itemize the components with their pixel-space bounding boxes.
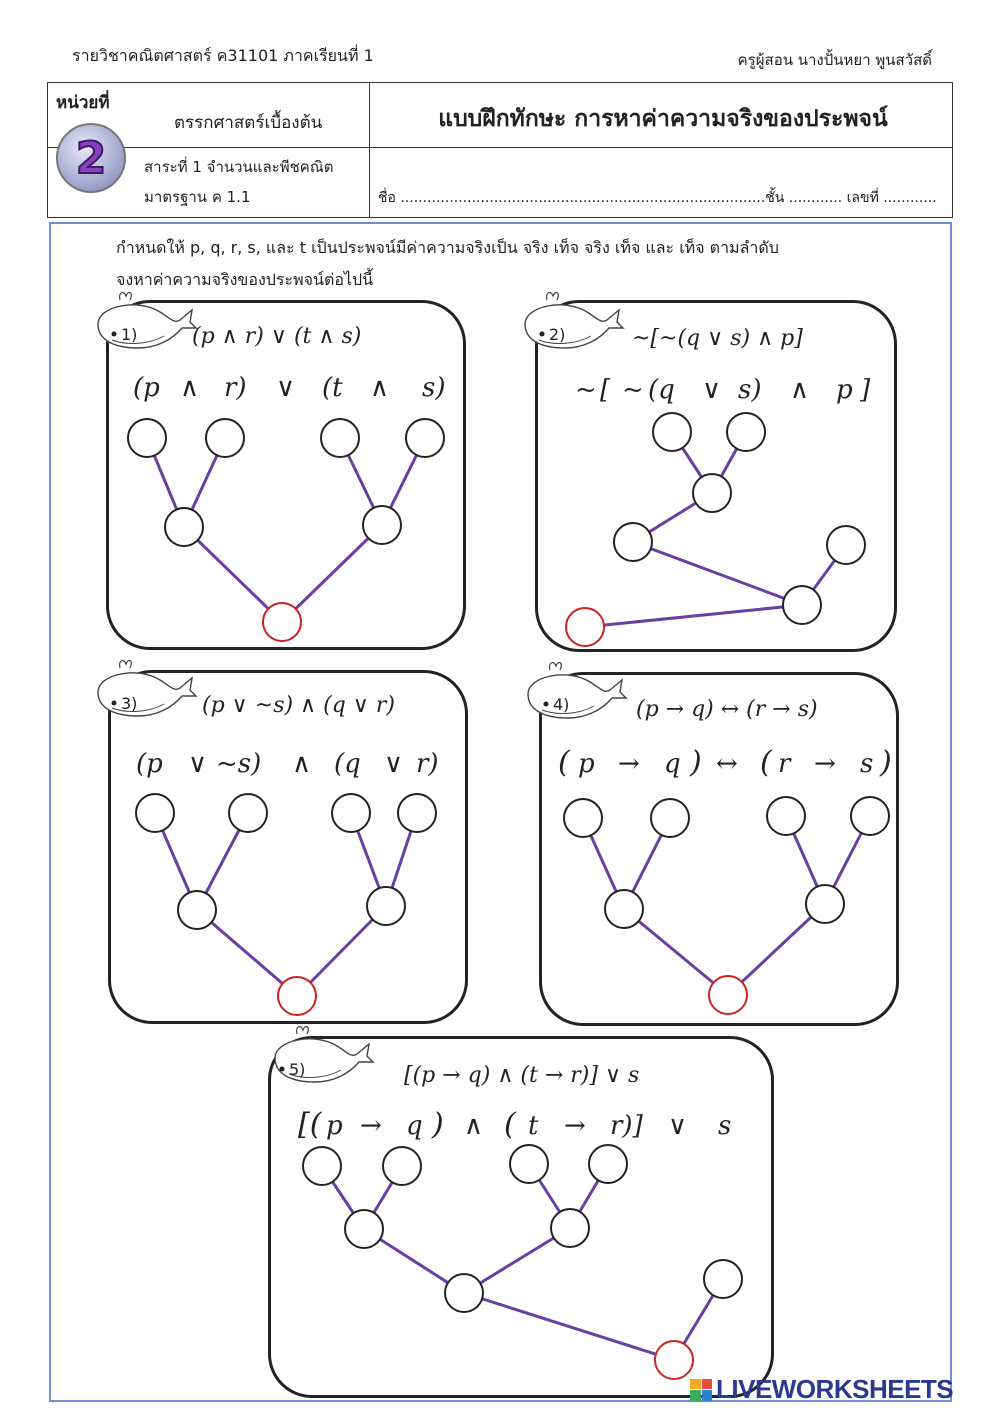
token: t [528, 1111, 539, 1141]
result-circle[interactable] [655, 1341, 693, 1379]
answer-circle[interactable] [332, 794, 370, 832]
result-circle[interactable] [263, 603, 301, 641]
instruction-line-2: จงหาค่าความจริงของประพจน์ต่อไปนี้ [116, 270, 374, 289]
answer-circle[interactable] [165, 508, 203, 546]
answer-circle[interactable] [851, 797, 889, 835]
token: [( [298, 1107, 322, 1142]
instruction-line-1: กำหนดให้ p, q, r, s, และ t เป็นประพจน์มีค่าความจริงเป็น จริง เท็จ จริง เท็จ และ เท็จ ตามลำดับ [116, 238, 779, 257]
student-name-line[interactable]: ชื่อ ..................................................................................ชั้น ............ เลขที่ ............ [378, 190, 937, 206]
token: ( [504, 1107, 516, 1142]
token: r) [416, 749, 439, 779]
token: p [836, 375, 853, 405]
answer-circle[interactable] [128, 419, 166, 457]
token: [ [600, 375, 611, 405]
answer-circle[interactable] [653, 413, 691, 451]
problem-formula-1: (p ∧ r) ∨ (t ∧ s) [192, 324, 362, 349]
answer-circle[interactable] [178, 891, 216, 929]
answer-circle[interactable] [693, 474, 731, 512]
token: (p [133, 373, 160, 403]
token: ∨ [384, 749, 404, 779]
result-circle[interactable] [709, 976, 747, 1014]
token: ( [558, 745, 570, 780]
logo-text: LIVEWORKSHEETS [716, 1374, 954, 1404]
token: r) [224, 373, 247, 403]
answer-circle[interactable] [303, 1147, 341, 1185]
answer-circle[interactable] [704, 1260, 742, 1298]
token: → [814, 749, 836, 779]
token: ∨ [702, 375, 722, 405]
token: (q [648, 375, 675, 405]
token: ] [860, 375, 871, 405]
token: ∧ [464, 1111, 484, 1141]
token: ∧ [180, 373, 200, 403]
answer-circle[interactable] [727, 413, 765, 451]
whale-icon [98, 661, 196, 716]
token: (p [136, 749, 163, 779]
unit-label: หน่วยที่ [56, 93, 110, 113]
token: ↔ [716, 749, 738, 779]
strand-text: สาระที่ 1 จำนวนและพีชคณิต [144, 158, 334, 176]
token: s [718, 1111, 732, 1141]
problem-label-1: 1) [121, 325, 138, 344]
token: r)] [610, 1111, 643, 1141]
token: r [778, 749, 791, 779]
result-circle[interactable] [278, 977, 316, 1015]
token: ∧ [370, 373, 390, 403]
result-circle[interactable] [566, 608, 604, 646]
token: (t [322, 373, 343, 403]
token: ∨ [276, 373, 296, 403]
token: ) [690, 745, 702, 780]
token: ( [760, 745, 772, 780]
problem-formula-5: [(p → q) ∧ (t → r)] ∨ s [404, 1063, 640, 1088]
token: s) [422, 373, 446, 403]
problem-formula-4: (p → q) ↔ (r → s) [636, 697, 818, 722]
answer-circle[interactable] [406, 419, 444, 457]
unit-name: ตรรกศาสตร์เบื้องต้น [174, 113, 323, 133]
problem-formula-3: (p ∨ ~s) ∧ (q ∨ r) [202, 693, 396, 718]
answer-circle[interactable] [551, 1209, 589, 1247]
standard-text: มาตรฐาน ค 1.1 [144, 188, 251, 206]
answer-circle[interactable] [614, 523, 652, 561]
token: s [860, 749, 874, 779]
tree-lines [147, 432, 870, 1360]
answer-circle[interactable] [136, 794, 174, 832]
token: ) [880, 745, 892, 780]
problem-label-3: 3) [121, 694, 138, 713]
answer-circle[interactable] [445, 1274, 483, 1312]
problem-label-4: 4) [553, 695, 570, 714]
answer-circle[interactable] [589, 1145, 627, 1183]
worksheet-title: แบบฝึกทักษะ การหาค่าความจริงของประพจน์ [438, 106, 888, 132]
subject-header: รายวิชาคณิตศาสตร์ ค31101 ภาคเรียนที่ 1 [72, 46, 374, 65]
token: s) [738, 375, 762, 405]
answer-circle[interactable] [363, 506, 401, 544]
whale-icon [528, 663, 626, 718]
answer-circle[interactable] [321, 419, 359, 457]
problem-label-2: 2) [549, 325, 566, 344]
token: ~ [622, 375, 644, 405]
token: q [406, 1111, 423, 1141]
token: ~ [575, 375, 597, 405]
answer-circle[interactable] [783, 586, 821, 624]
answer-circle[interactable] [206, 419, 244, 457]
unit-number: 2 [75, 132, 107, 184]
answer-circle[interactable] [345, 1210, 383, 1248]
answer-circle[interactable] [767, 797, 805, 835]
whale-icon [98, 293, 196, 348]
token: ∧ [292, 749, 312, 779]
answer-circle[interactable] [367, 887, 405, 925]
token: (q [334, 749, 361, 779]
answer-circle[interactable] [827, 526, 865, 564]
token: → [564, 1111, 586, 1141]
answer-circle[interactable] [651, 799, 689, 837]
answer-circle[interactable] [383, 1147, 421, 1185]
token: p [578, 749, 595, 779]
teacher-header: ครูผู้สอน นางปั้นหยา พูนสวัสดิ์ [737, 51, 932, 69]
token: p [326, 1111, 343, 1141]
token: → [360, 1111, 382, 1141]
answer-circle[interactable] [510, 1145, 548, 1183]
token: ∨ [668, 1111, 688, 1141]
answer-circle[interactable] [398, 794, 436, 832]
liveworksheets-logo-icon [690, 1379, 712, 1401]
token: ~s) [216, 749, 262, 779]
token: ∨ [188, 749, 208, 779]
whale-icon [525, 293, 623, 348]
token: → [618, 749, 640, 779]
answer-circle[interactable] [806, 885, 844, 923]
answer-circle[interactable] [605, 890, 643, 928]
token: q [664, 749, 681, 779]
answer-circle[interactable] [564, 799, 602, 837]
token: ∧ [790, 375, 810, 405]
answer-circle[interactable] [229, 794, 267, 832]
problem-formula-2: ~[~(q ∨ s) ∧ p] [632, 326, 803, 351]
token: ) [432, 1107, 444, 1142]
liveworksheets-logo [690, 1374, 953, 1405]
problem-label-5: 5) [289, 1060, 306, 1079]
